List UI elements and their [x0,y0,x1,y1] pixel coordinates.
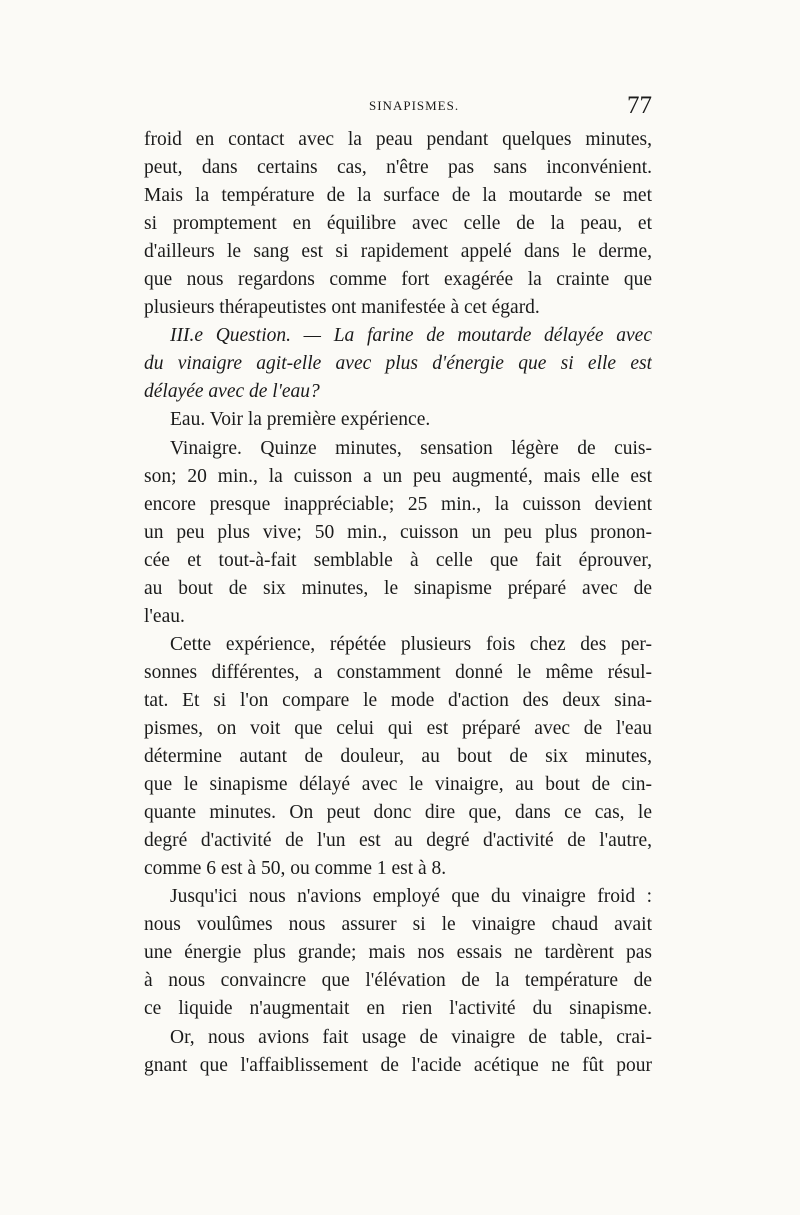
text-line: quante minutes. On peut donc dire que, dans ce cas, le [144,802,652,824]
text-line: peut, dans certains cas, n'être pas sans inconvénient. [144,157,652,179]
text-line: détermine autant de douleur, au bout de six minutes, [144,746,652,768]
text-line: du vinaigre agit-elle avec plus d'énergie que si elle est [144,353,652,375]
text-line: Eau. Voir la première expérience. [170,409,431,431]
text-line: l'eau. [144,605,185,627]
text-line: Mais la température de la surface de la moutarde se met [144,185,652,207]
text-line: nous voulûmes nous assurer si le vinaigre chaud avait [144,914,652,936]
text-line: que nous regardons comme fort exagérée la crainte que [144,269,652,291]
question-heading: III.e Question. — La farine de moutarde délayée avec [170,325,652,347]
text-line: une énergie plus grande; mais nos essais ne tardèrent pas [144,942,652,964]
text-line: gnant que l'affaiblissement de l'acide acétique ne fût pour [144,1054,652,1076]
text-line: à nous convaincre que l'élévation de la température de [144,970,652,992]
page-number: 77 [627,92,652,119]
text-line: plusieurs thérapeutistes ont manifestée à cet égard. [144,297,540,319]
text-line: pismes, on voit que celui qui est préparé avec de l'eau [144,717,652,739]
text-line: ce liquide n'augmentait en rien l'activité du sinapisme. [144,998,652,1020]
text-line: encore presque inappréciable; 25 min., la cuisson devient [144,493,652,515]
text-line: Cette expérience, répétée plusieurs fois chez des per- [170,633,652,655]
running-head: SINAPISMES. [369,98,460,113]
text-line: Vinaigre. Quinze minutes, sensation légère de cuis- [170,437,652,459]
text-line: froid en contact avec la peau pendant quelques minutes, [144,129,652,150]
text-line: Jusqu'ici nous n'avions employé que du vinaigre froid : [170,886,652,908]
text-line: son; 20 min., la cuisson a un peu augmenté, mais elle est [144,465,652,487]
text-line: sonnes différentes, a constamment donné le même résul- [144,661,652,683]
text-line: au bout de six minutes, le sinapisme préparé avec de [144,577,652,599]
text-line: degré d'activité de l'un est au degré d'activité de l'autre, [144,830,652,852]
body-text [144,126,652,1080]
text-line: comme 6 est à 50, ou comme 1 est à 8. [144,858,447,880]
text-line: Or, nous avions fait usage de vinaigre de table, crai- [170,1026,652,1048]
text-line: si promptement en équilibre avec celle de la peau, et [144,213,652,235]
text-line: que le sinapisme délayé avec le vinaigre, au bout de cin- [144,774,652,796]
text-line: un peu plus vive; 50 min., cuisson un peu plus pronon- [144,521,652,543]
text-line: cée et tout-à-fait semblable à celle que fait éprouver, [144,549,652,571]
text-line: délayée avec de l'eau? [144,381,320,403]
text-line: d'ailleurs le sang est si rapidement appelé dans le derme, [144,241,652,263]
text-line: tat. Et si l'on compare le mode d'action des deux sina- [144,689,652,711]
